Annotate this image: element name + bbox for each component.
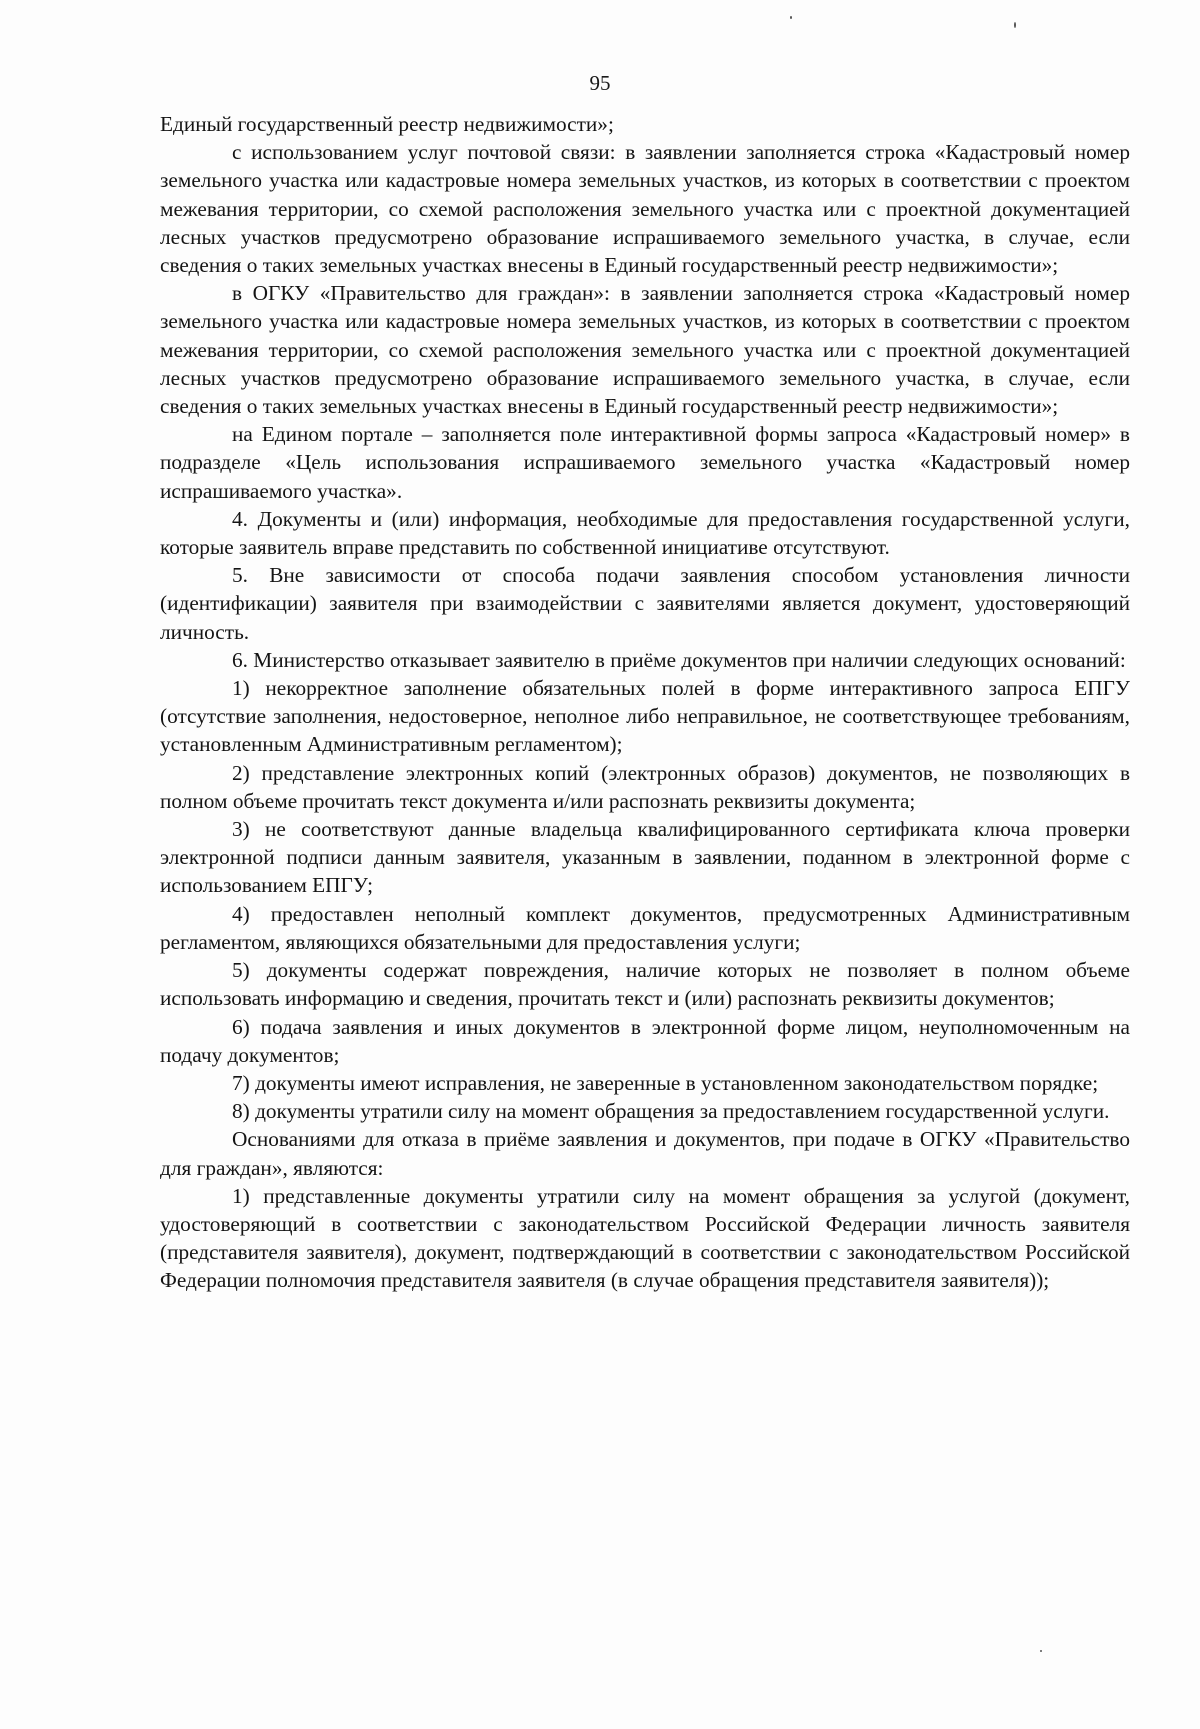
list-item-refusal-2: 2) представление электронных копий (электронных образов) документов, не позволяющих в полном объеме прочитать текст документа и/или распознать реквизиты документа; [160, 760, 1130, 813]
list-item-refusal-5: 5) документы содержат повреждения, наличие которых не позволяет в полном объеме использовать информацию и сведения, прочитать текст и (или) распознать реквизиты документов; [160, 958, 1130, 1011]
page-number: 95 [589, 71, 611, 95]
paragraph-item-6: 6. Министерство отказывает заявителю в приёме документов при наличии следующих оснований: [232, 647, 1126, 672]
scan-speck [790, 16, 792, 19]
paragraph-postal: с использованием услуг почтовой связи: в заявлении заполняется строка «Кадастровый номер земельного участка или кадастровые номера земельных участков, из которых в соответствии с проектом межевания территории, со схемой расположения земельного участка или с проектной документацией лесных участков предусмотрено образование испрашиваемого земельного участка, в случае, если сведения о таких земельных участках внесены в Единый государственный реестр недвижимости»; [160, 140, 1130, 278]
list-item-refusal-1: 1) некорректное заполнение обязательных полей в форме интерактивного запроса ЕПГУ (отсутствие заполнения, недостоверное, неполное либо неправильное, не соответствующее требованиям, установленным Административным регламентом); [160, 676, 1130, 757]
scan-speck [1014, 22, 1016, 28]
list-item-refusal-8: 8) документы утратили силу на момент обращения за предоставлением государственной услуги. [232, 1099, 1110, 1124]
paragraph-ogku: в ОГКУ «Правительство для граждан»: в заявлении заполняется строка «Кадастровый номер земельного участка или кадастровые номера земельных участков, из которых в соответствии с проектом межевания территории, со схемой расположения земельного участка или с проектной документацией лесных участков предусмотрено образование испрашиваемого земельного участка, в случае, если сведения о таких земельных участках внесены в Единый государственный реестр недвижимости»; [160, 281, 1130, 419]
paragraph-portal: на Едином портале – заполняется поле интерактивной формы запроса «Кадастровый номер» в подразделе «Цель использования испрашиваемого земельного участка «Кадастровый номер испрашиваемого участка». [160, 422, 1130, 503]
scan-speck [1040, 1650, 1042, 1652]
paragraph-item-4: 4. Документы и (или) информация, необходимые для предоставления государственной услуги, которые заявитель вправе представить по собственной инициативе отсутствуют. [160, 506, 1130, 560]
list-item-ogku-1: 1) представленные документы утратили силу на момент обращения за услугой (документ, удостоверяющий в соответствии с законодательством Российской Федерации личность заявителя (представителя заявителя), документ, подтверждающий в соответствии с законодательством Российской Федерации полномочия представителя заявителя (в случае обращения представителя заявителя)); [160, 1183, 1130, 1293]
paragraph-ogku-grounds: Основаниями для отказа в приёме заявления и документов, при подаче в ОГКУ «Правительство для граждан», являются: [160, 1127, 1130, 1180]
document-body [160, 110, 1130, 1295]
list-item-refusal-3: 3) не соответствуют данные владельца квалифицированного сертификата ключа проверки электронной подписи данным заявителя, указанным в заявлении, поданном в электронной форме с использованием ЕПГУ; [160, 817, 1130, 898]
list-item-refusal-4: 4) предоставлен неполный комплект документов, предусмотренных Административным регламентом, являющихся обязательными для предоставления услуги; [160, 901, 1130, 954]
list-item-refusal-6: 6) подача заявления и иных документов в электронной форме лицом, неуполномоченным на подачу документов; [160, 1014, 1130, 1067]
paragraph-continuation: Единый государственный реестр недвижимости»; [160, 112, 614, 136]
paragraph-item-5: 5. Вне зависимости от способа подачи заявления способом установления личности (идентификации) заявителя при взаимодействии с заявителями является документ, удостоверяющий личность. [160, 563, 1130, 644]
list-item-refusal-7: 7) документы имеют исправления, не заверенные в установленном законодательством порядке; [232, 1070, 1099, 1095]
